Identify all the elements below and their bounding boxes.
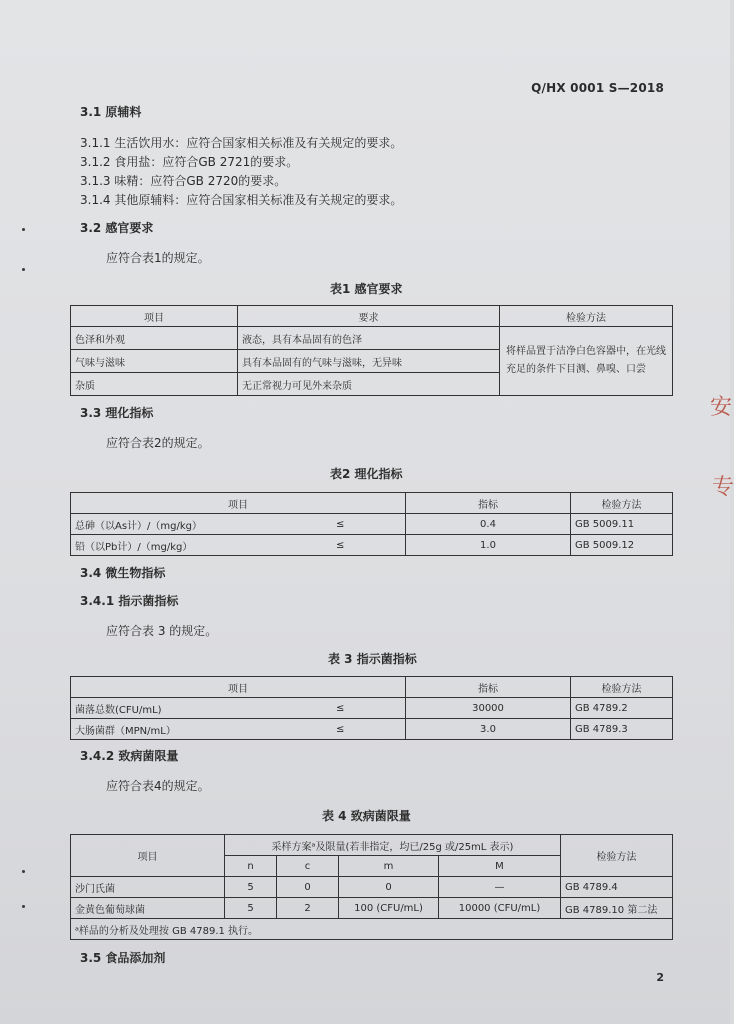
section-3-2-title: 3.2 感官要求 — [80, 221, 154, 235]
seal-stamp-fragment: 安 — [710, 395, 733, 420]
table-row — [71, 698, 673, 719]
table-cell: GB 5009.11 — [571, 514, 673, 535]
table-header-cell: 项目 — [71, 306, 238, 327]
operator-cell: ≤ — [276, 719, 406, 740]
table-cell: 0 — [339, 877, 439, 898]
section-3-1-title: 3.1 原辅料 — [80, 105, 142, 119]
table-row — [71, 919, 673, 940]
table-4-pathogen-limits — [70, 834, 673, 940]
table-header-cell: M — [439, 856, 561, 877]
clause-3-1-3: 3.1.3 味精：应符合GB 2720的要求。 — [80, 174, 287, 188]
table-header-cell: 项目 — [71, 835, 225, 877]
scan-speck — [22, 228, 25, 231]
section-3-5-title: 3.5 食品添加剂 — [80, 951, 166, 965]
table-cell: 杂质 — [71, 373, 238, 396]
table-header-cell: 指标 — [406, 493, 571, 514]
table-header-cell: n — [225, 856, 277, 877]
table-cell: 无正常视力可见外来杂质 — [238, 373, 500, 396]
table-cell: 液态，具有本品固有的色泽 — [238, 327, 500, 350]
table-cell: 1.0 — [406, 535, 571, 556]
table-row — [71, 535, 673, 556]
table-header-cell: 项目 — [71, 493, 406, 514]
scan-speck — [22, 905, 25, 908]
table-cell: 5 — [225, 898, 277, 919]
section-3-4-1-title: 3.4.1 指示菌指标 — [80, 594, 179, 608]
table-footnote: ᵃ样品的分析及处理按 GB 4789.1 执行。 — [71, 919, 673, 940]
operator-cell: ≤ — [276, 535, 406, 556]
table-cell: — — [439, 877, 561, 898]
section-3-4-1-body: 应符合表 3 的规定。 — [106, 624, 218, 638]
table-cell: GB 4789.10 第二法 — [561, 898, 673, 919]
table-header-cell: 采样方案ᵃ及限量(若非指定，均已/25g 或/25mL 表示) — [225, 835, 561, 856]
table-1-sensory — [70, 305, 673, 396]
table-header-cell: 要求 — [238, 306, 500, 327]
table-cell: 0 — [277, 877, 339, 898]
table-cell: 10000 (CFU/mL) — [439, 898, 561, 919]
section-3-4-title: 3.4 微生物指标 — [80, 566, 166, 580]
table-cell: 铅（以Pb计）/（mg/kg） — [71, 535, 276, 556]
table-header-cell: m — [339, 856, 439, 877]
section-3-4-2-body: 应符合表4的规定。 — [106, 779, 210, 793]
table-cell: GB 5009.12 — [571, 535, 673, 556]
table-header-cell: 检验方法 — [500, 306, 673, 327]
table-header-cell: 检验方法 — [571, 677, 673, 698]
table-cell: 总砷（以As计）/（mg/kg） — [71, 514, 276, 535]
table-2-caption: 表2 理化指标 — [330, 467, 403, 481]
table-cell: 沙门氏菌 — [71, 877, 225, 898]
table-cell: GB 4789.4 — [561, 877, 673, 898]
table-cell: 3.0 — [406, 719, 571, 740]
table-header-cell: 检验方法 — [561, 835, 673, 877]
table-row — [71, 327, 673, 350]
table-cell: 色泽和外观 — [71, 327, 238, 350]
clause-3-1-1: 3.1.1 生活饮用水：应符合国家相关标准及有关规定的要求。 — [80, 136, 403, 150]
table-header-cell: 指标 — [406, 677, 571, 698]
table-row — [71, 514, 673, 535]
section-3-2-body: 应符合表1的规定。 — [106, 251, 210, 265]
operator-cell: ≤ — [276, 514, 406, 535]
table-cell: 0.4 — [406, 514, 571, 535]
seal-stamp-fragment: 专 — [712, 475, 734, 500]
clause-3-1-2: 3.1.2 食用盐：应符合GB 2721的要求。 — [80, 155, 299, 169]
table-3-indicator-bacteria — [70, 676, 673, 740]
table-cell: 5 — [225, 877, 277, 898]
table-header-cell: c — [277, 856, 339, 877]
standard-code-header: Q/HX 0001 S—2018 — [531, 81, 664, 95]
table-row — [71, 877, 673, 898]
table-cell: 具有本品固有的气味与滋味，无异味 — [238, 350, 500, 373]
table-cell: 金黄色葡萄球菌 — [71, 898, 225, 919]
table-4-caption: 表 4 致病菌限量 — [322, 809, 411, 823]
table-cell: GB 4789.3 — [571, 719, 673, 740]
scan-speck — [22, 870, 25, 873]
table-3-caption: 表 3 指示菌指标 — [328, 652, 417, 666]
table-2-physicochemical — [70, 492, 673, 556]
section-3-4-2-title: 3.4.2 致病菌限量 — [80, 749, 179, 763]
table-cell: 气味与滋味 — [71, 350, 238, 373]
table-row — [71, 898, 673, 919]
clause-3-1-4: 3.1.4 其他原辅料：应符合国家相关标准及有关规定的要求。 — [80, 193, 403, 207]
section-3-3-body: 应符合表2的规定。 — [106, 436, 210, 450]
method-cell: 将样品置于洁净白色容器中，在光线充足的条件下目测、鼻嗅、口尝 — [500, 327, 673, 396]
table-1-caption: 表1 感官要求 — [330, 282, 403, 296]
table-cell: 30000 — [406, 698, 571, 719]
scan-speck — [22, 268, 25, 271]
table-cell: 2 — [277, 898, 339, 919]
section-3-3-title: 3.3 理化指标 — [80, 406, 154, 420]
table-header-cell: 检验方法 — [571, 493, 673, 514]
table-cell: 100 (CFU/mL) — [339, 898, 439, 919]
table-row — [71, 719, 673, 740]
operator-cell: ≤ — [276, 698, 406, 719]
page-number: 2 — [656, 971, 664, 984]
table-cell: 大肠菌群（MPN/mL） — [71, 719, 276, 740]
table-header-cell: 项目 — [71, 677, 406, 698]
table-cell: 菌落总数(CFU/mL) — [71, 698, 276, 719]
table-cell: GB 4789.2 — [571, 698, 673, 719]
